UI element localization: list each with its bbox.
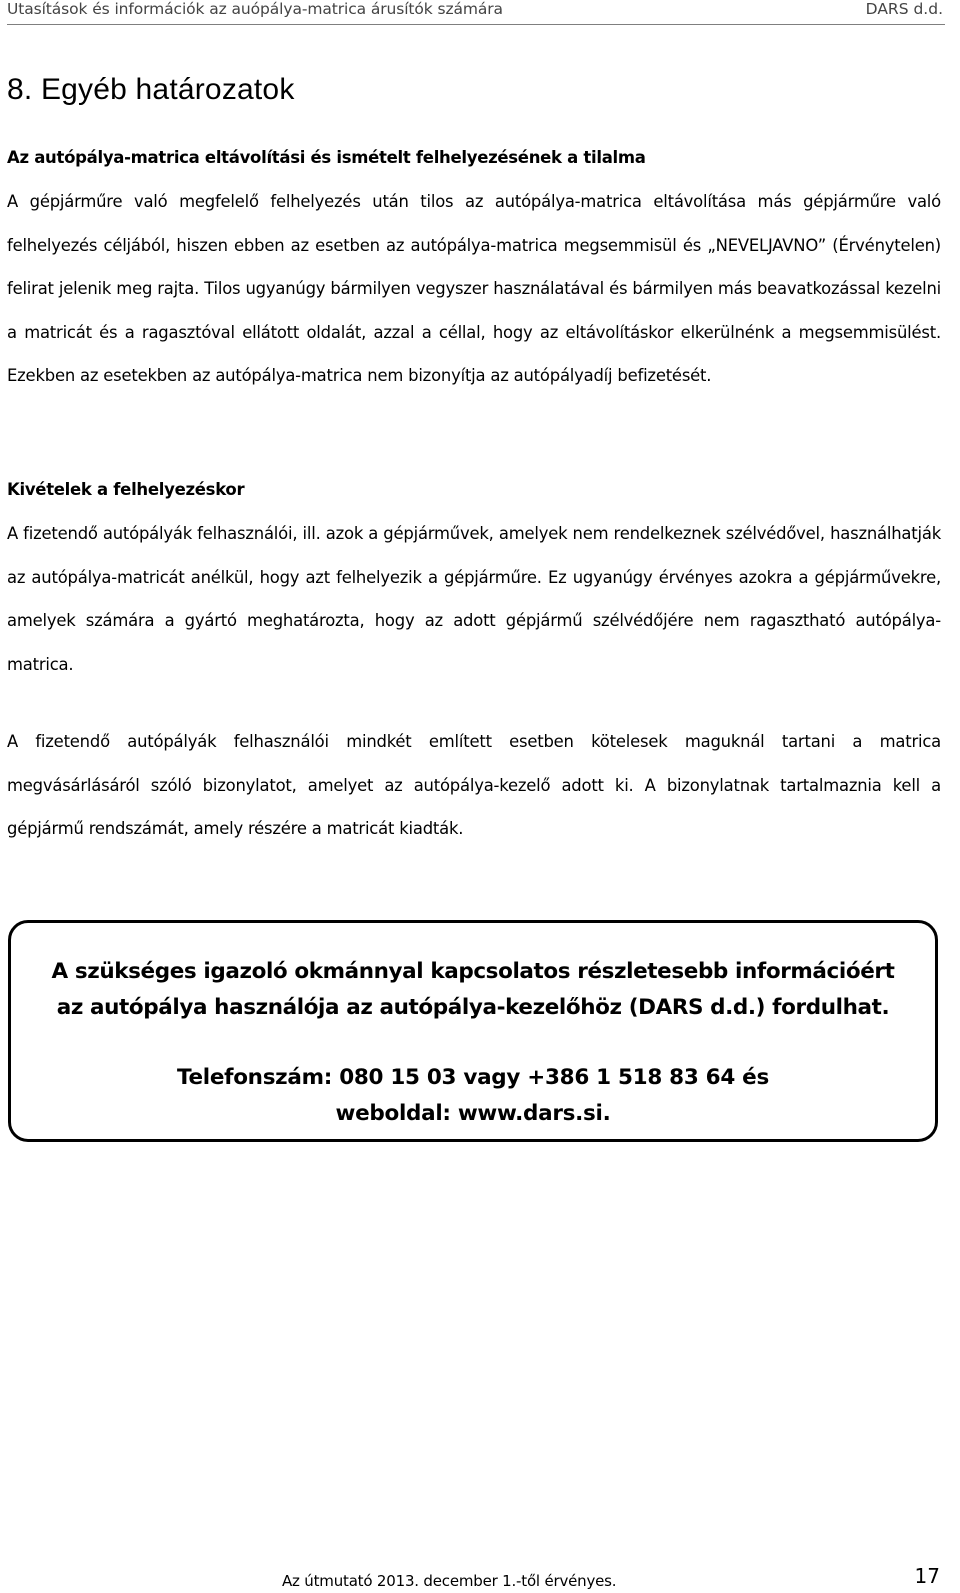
subsection-title-removal-ban: Az autópálya-matrica eltávolítási és ismételt felhelyezésének a tilalma (7, 148, 646, 167)
info-box-line-2: az autópálya használója az autópálya-kezelőhöz (DARS d.d.) fordulhat. (56, 995, 890, 1020)
paragraph-receipt: A fizetendő autópályák felhasználói mindkét említett esetben kötelesek maguknál tartani a matrica megvásárlásáról szóló bizonylatot, amelyet az autópálya-kezelő adott ki. A bizonylatnak tartalmaznia kell a gépjármű rendszámát, amely részére a matricát kiadták. (7, 732, 941, 839)
header-title: Utasítások és információk az auópálya-matrica árusítók számára (7, 0, 503, 18)
header-org: DARS d.d. (865, 0, 943, 18)
info-box-phone: Telefonszám: 080 15 03 vagy +386 1 518 83 64 és (177, 1065, 769, 1090)
contact-info-box (8, 920, 938, 1142)
info-box-website: weboldal: www.dars.si. (335, 1101, 611, 1126)
section-title: 8. Egyéb határozatok (7, 73, 295, 106)
info-box-line-1: A szükséges igazoló okmánnyal kapcsolatos részletesebb információért (51, 959, 895, 984)
paragraph-removal-ban: A gépjárműre való megfelelő felhelyezés után tilos az autópálya-matrica eltávolítása más gépjárműre való felhelyezés céljából, hiszen ebben az esetben az autópálya-matrica megsemmisül és „NEVELJAVNO” (Érvénytelen) felirat jelenik meg rajta. Tilos ugyanúgy bármilyen vegyszer használatával és bármilyen más beavatkozással kezelni a matricát és a ragasztóval ellátott oldalát, azzal a céllal, hogy az eltávolításkor elkerülnénk a megsemmisülést. Ezekben az esetekben az autópálya-matrica nem bizonyítja az autópályadíj befizetését. (7, 192, 941, 386)
page-number: 17 (914, 1564, 940, 1588)
page-header (7, 0, 945, 25)
subsection-title-exceptions: Kivételek a felhelyezéskor (7, 480, 245, 499)
paragraph-exceptions: A fizetendő autópályák felhasználói, ill. azok a gépjárművek, amelyek nem rendelkeznek szélvédővel, használhatják az autópálya-matricát anélkül, hogy azt felhelyezik a gépjárműre. Ez ugyanúgy érvényes azokra a gépjárművekre, amelyek számára a gyártó meghatározta, hogy az adott gépjármű szélvédőjére nem ragasztható autópálya-matrica. (7, 524, 941, 674)
footer-validity: Az útmutató 2013. december 1.-től érvényes. (282, 1572, 617, 1590)
